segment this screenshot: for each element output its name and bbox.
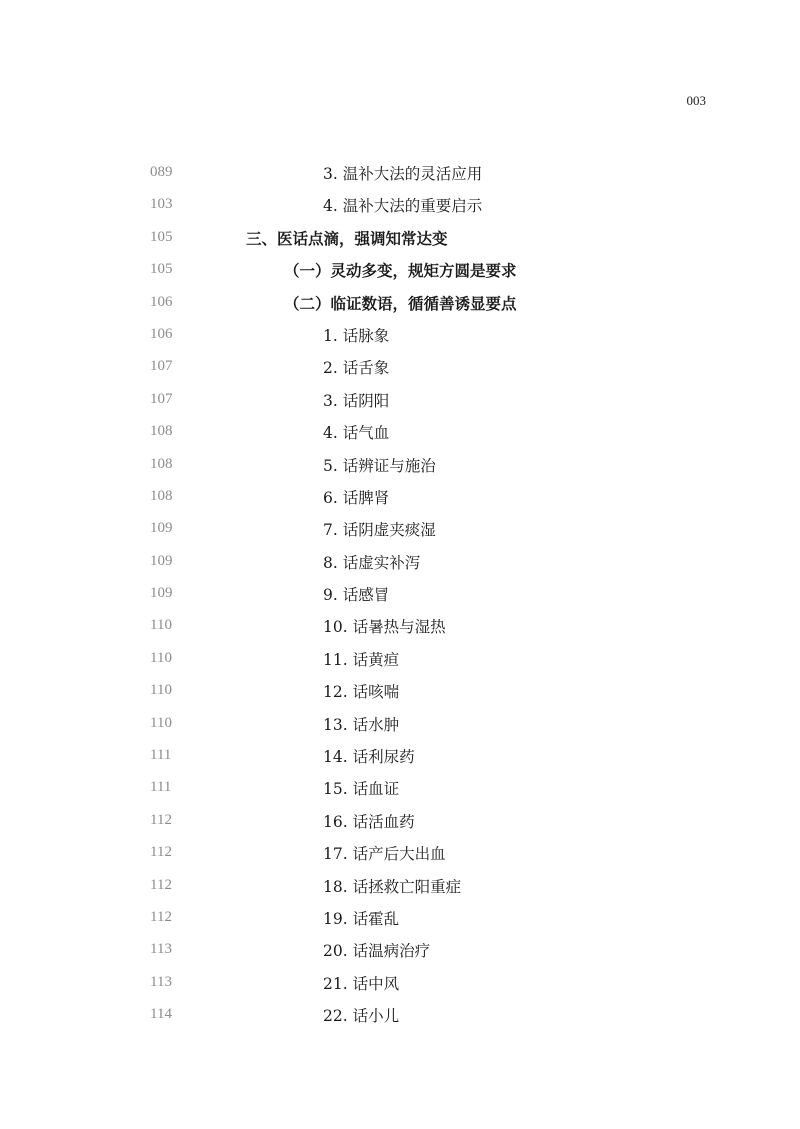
toc-entry-page: 113: [150, 941, 172, 958]
toc-entry: [0, 903, 800, 935]
toc-entry-page: 112: [150, 876, 172, 893]
toc-entry-page: 114: [150, 1006, 172, 1023]
toc-entry-title: 22. 话小儿: [323, 1007, 400, 1026]
toc-entry-page: 108: [150, 423, 173, 440]
toc-entry-page: 106: [150, 293, 173, 310]
toc-entry-page: 089: [150, 164, 173, 180]
toc-entry-title: 17. 话产后大出血: [323, 845, 446, 864]
toc-entry-title: 6. 话脾肾: [323, 488, 390, 507]
toc-entry: [0, 417, 800, 449]
toc-entry-title: 14. 话利尿药: [323, 748, 415, 767]
toc-entry-page: 109: [150, 585, 173, 602]
toc-entry: [0, 709, 800, 741]
toc-entry-page: 110: [150, 714, 172, 731]
toc-entry: [0, 579, 800, 611]
toc-entry-title: 2. 话舌象: [323, 359, 390, 378]
toc-entry: [0, 676, 800, 708]
toc-entry: [0, 158, 800, 190]
toc-entry: [0, 773, 800, 805]
toc-entry-title: 3. 话阴阳: [323, 391, 390, 410]
toc-entry-page: 113: [150, 973, 172, 990]
toc-entry-page: 107: [150, 390, 173, 407]
table-of-contents: [0, 158, 800, 1033]
toc-entry: [0, 871, 800, 903]
toc-entry-page: 110: [150, 649, 172, 666]
toc-entry: [0, 547, 800, 579]
toc-entry-page: 112: [150, 908, 172, 925]
toc-entry-title: 8. 话虚实补泻: [323, 553, 421, 572]
toc-entry-title: 19. 话霍乱: [323, 909, 400, 928]
toc-entry: [0, 935, 800, 967]
toc-entry-page: 106: [150, 325, 173, 342]
toc-entry-page: 110: [150, 682, 172, 699]
toc-entry: [0, 806, 800, 838]
toc-entry-page: 110: [150, 617, 172, 634]
toc-entry-title: 9. 话感冒: [323, 586, 390, 605]
toc-entry: [0, 514, 800, 546]
toc-entry-page: 111: [150, 747, 172, 764]
toc-entry-page: 107: [150, 358, 173, 375]
toc-entry-title: 5. 话辨证与施治: [323, 456, 436, 475]
toc-entry-page: 108: [150, 487, 173, 504]
toc-entry-title: 12. 话咳喘: [323, 683, 400, 702]
toc-entry: [0, 741, 800, 773]
toc-entry-title: 10. 话暑热与湿热: [323, 618, 446, 637]
toc-entry-title: 3. 温补大法的灵活应用: [323, 165, 483, 183]
toc-entry: [0, 255, 800, 287]
toc-entry: [0, 968, 800, 1000]
toc-entry-page: 112: [150, 844, 172, 861]
toc-entry: [0, 320, 800, 352]
toc-entry: [0, 288, 800, 320]
toc-entry-page: 103: [150, 196, 173, 213]
toc-entry-title: 4. 话气血: [323, 424, 390, 443]
toc-entry-page: 108: [150, 455, 173, 472]
page-number: 003: [686, 93, 706, 108]
toc-entry-title: 20. 话温病治疗: [323, 942, 431, 961]
toc-entry-title: 16. 话活血药: [323, 812, 415, 831]
toc-entry-page: 105: [150, 228, 173, 245]
toc-entry-title: 21. 话中风: [323, 974, 400, 993]
toc-entry-page: 109: [150, 520, 173, 537]
toc-entry: [0, 611, 800, 643]
toc-entry: [0, 482, 800, 514]
toc-entry-page: 105: [150, 261, 173, 278]
toc-entry: [0, 385, 800, 417]
toc-entry-title: 11. 话黄疸: [323, 650, 400, 669]
toc-entry-title: 4. 温补大法的重要启示: [323, 197, 483, 216]
toc-entry: [0, 644, 800, 676]
toc-entry-page: 111: [150, 779, 172, 796]
toc-entry: [0, 223, 800, 255]
toc-entry-title: 三、医话点滴，强调知常达变: [246, 228, 448, 248]
toc-entry-title: 18. 话拯救亡阳重症: [323, 877, 462, 896]
toc-entry-page: 112: [150, 811, 172, 828]
toc-entry: [0, 352, 800, 384]
toc-entry: [0, 190, 800, 222]
toc-entry-title: 13. 话水肿: [323, 715, 400, 734]
toc-entry-title: 1. 话脉象: [323, 326, 390, 345]
toc-entry-page: 109: [150, 552, 173, 569]
toc-entry: [0, 1000, 800, 1032]
toc-entry-title: 15. 话血证: [323, 780, 400, 799]
toc-entry: [0, 838, 800, 870]
toc-entry-title: 7. 话阴虚夹痰湿: [323, 521, 436, 540]
toc-entry-title: （一）灵动多变，规矩方圆是要求: [284, 261, 517, 281]
toc-entry: [0, 450, 800, 482]
toc-entry-title: （二）临证数语，循循善诱显要点: [284, 293, 517, 313]
